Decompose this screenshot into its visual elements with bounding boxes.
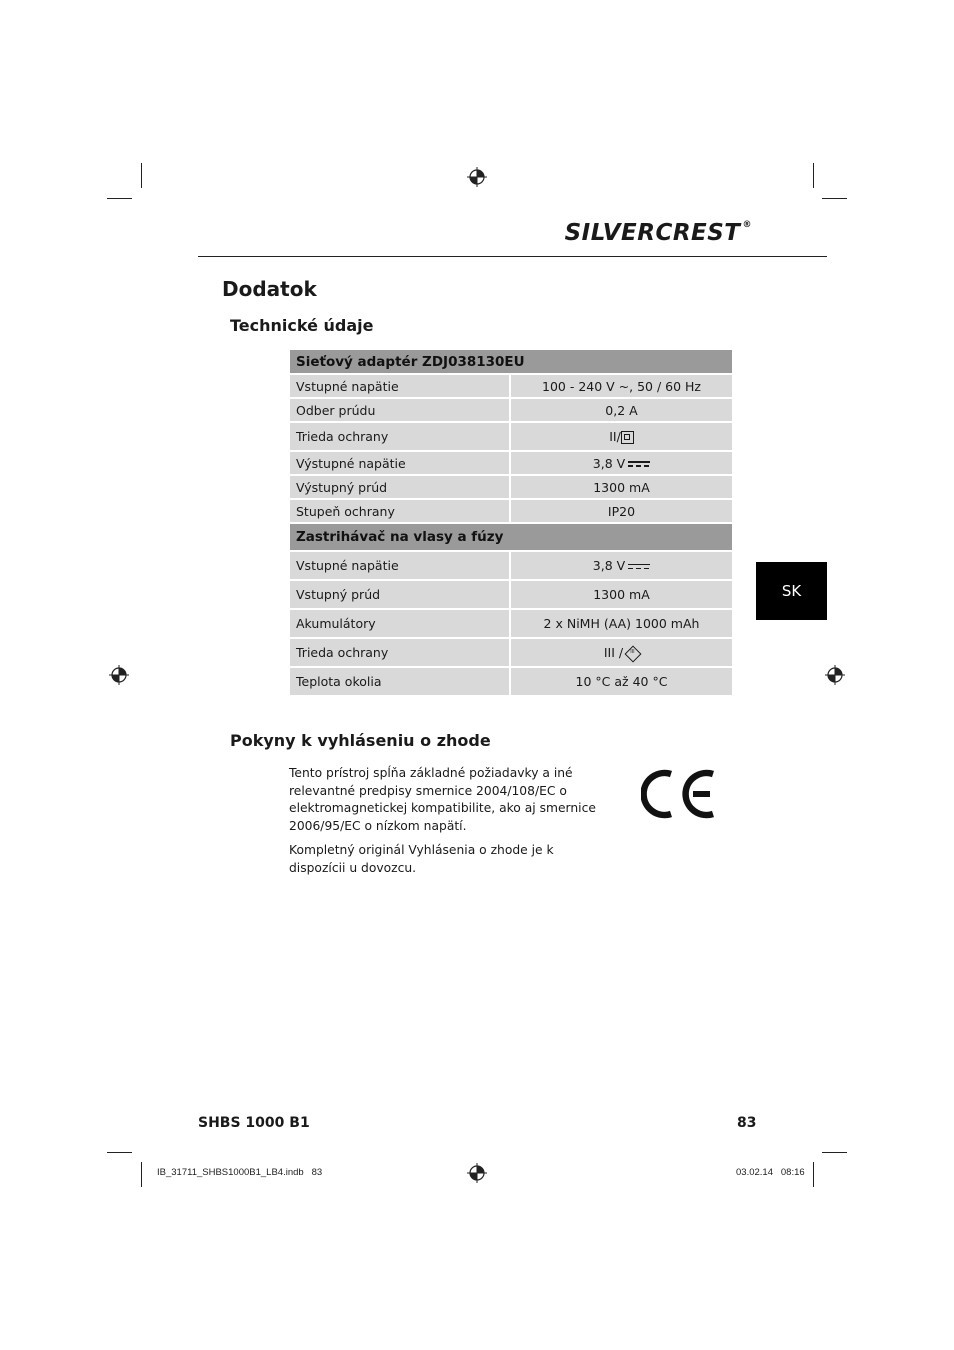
ce-mark-icon xyxy=(641,766,717,822)
crop-mark xyxy=(822,1152,847,1153)
table-row xyxy=(290,423,732,450)
row-label: Odber prúdu xyxy=(290,399,511,421)
table-row xyxy=(290,375,732,397)
model-number: SHBS 1000 B1 xyxy=(198,1115,310,1131)
registration-mark-icon xyxy=(825,665,845,685)
dc-current-icon xyxy=(628,460,650,468)
row-value: IP20 xyxy=(511,500,732,522)
row-value: 10 °C až 40 °C xyxy=(511,668,732,695)
dc-current-icon xyxy=(628,563,650,571)
crop-mark xyxy=(822,198,847,199)
crop-mark xyxy=(107,198,132,199)
row-value: 1300 mA xyxy=(511,476,732,498)
row-value: II/ xyxy=(609,429,621,444)
table-row xyxy=(290,500,732,522)
conformity-paragraph: Kompletný originál Vyhlásenia o zhode je k dispozícii u dovozcu. xyxy=(289,843,554,875)
row-value: 1300 mA xyxy=(511,581,732,608)
crop-mark xyxy=(107,1152,132,1153)
table-row xyxy=(290,552,732,579)
row-label: Výstupný prúd xyxy=(290,476,511,498)
row-value: III / xyxy=(603,645,624,660)
registration-mark-icon xyxy=(109,665,129,685)
row-value-cell xyxy=(511,639,732,666)
table-section-header xyxy=(290,524,732,550)
section-title-trimmer: Zastrihávač na vlasy a fúzy xyxy=(290,524,732,550)
section-title-adapter: Sieťový adaptér ZDJ038130EU xyxy=(290,350,732,373)
table-row xyxy=(290,639,732,666)
page-title: Dodatok xyxy=(222,277,317,301)
protection-class-iii-icon xyxy=(625,645,642,662)
row-value: 3,8 V xyxy=(592,558,626,573)
page-number: 83 xyxy=(737,1115,757,1131)
row-label: Akumulátory xyxy=(290,610,511,637)
row-value: 0,2 A xyxy=(511,399,732,421)
table-row xyxy=(290,610,732,637)
table-section-header xyxy=(290,350,732,373)
conformity-heading: Pokyny k vyhláseniu o zhode xyxy=(230,731,491,750)
row-value-cell xyxy=(511,452,732,474)
registration-mark-icon xyxy=(467,167,487,187)
row-value-cell xyxy=(511,552,732,579)
table-row xyxy=(290,668,732,695)
file-slug: IB_31711_SHBS1000B1_LB4.indb 83 xyxy=(157,1167,323,1178)
row-label: Vstupný prúd xyxy=(290,581,511,608)
row-label: Vstupné napätie xyxy=(290,375,511,397)
row-label: Výstupné napätie xyxy=(290,452,511,474)
conformity-paragraph: Tento prístroj spĺňa základné požiadavky a iné relevantné predpisy smernice 2004/108/EC o elektromagnetickej kompatibilite, ako aj smernice 2006/95/EC o nízkom napätí. xyxy=(289,766,596,833)
protection-class-ii-icon xyxy=(621,431,634,444)
registration-mark-icon xyxy=(467,1163,487,1183)
row-value-cell xyxy=(511,423,732,450)
crop-mark xyxy=(141,1162,142,1187)
table-row xyxy=(290,399,732,421)
tech-heading: Technické údaje xyxy=(230,316,374,335)
brand-logo: SILVERCREST ® xyxy=(564,220,752,246)
row-label: Trieda ochrany xyxy=(290,423,511,450)
row-value: 3,8 V xyxy=(592,455,626,471)
row-value: 100 - 240 V ~, 50 / 60 Hz xyxy=(511,375,732,397)
row-label: Teplota okolia xyxy=(290,668,511,695)
header-rule xyxy=(198,256,827,257)
table-row xyxy=(290,452,732,474)
row-label: Trieda ochrany xyxy=(290,639,511,666)
date-slug: 03.02.14 08:16 xyxy=(736,1167,805,1178)
row-label: Vstupné napätie xyxy=(290,552,511,579)
crop-mark xyxy=(141,163,142,188)
crop-mark xyxy=(813,163,814,188)
crop-mark xyxy=(813,1162,814,1187)
conformity-text xyxy=(289,765,611,877)
table-row xyxy=(290,581,732,608)
language-tab-sk: SK xyxy=(756,562,827,620)
table-row xyxy=(290,476,732,498)
row-value: 2 x NiMH (AA) 1000 mAh xyxy=(511,610,732,637)
row-label: Stupeň ochrany xyxy=(290,500,511,522)
spec-table xyxy=(290,348,732,697)
